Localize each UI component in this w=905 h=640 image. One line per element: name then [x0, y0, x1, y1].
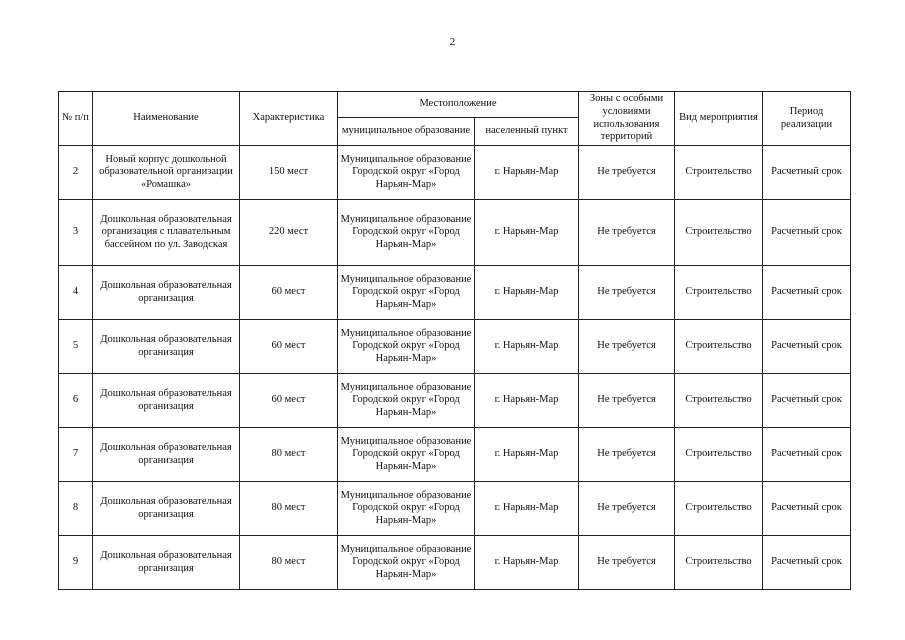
cell-characteristic: 80 мест: [240, 536, 338, 590]
cell-name: Дошкольная образовательная организация: [93, 482, 240, 536]
cell-characteristic: 220 мест: [240, 200, 338, 266]
table-row: [59, 536, 851, 590]
cell-num: 4: [59, 266, 93, 320]
table-body: [59, 146, 851, 590]
table-row: [59, 320, 851, 374]
cell-municipality: Муниципальное образование Городской округ «Город Нарьян-Мар»: [338, 200, 475, 266]
cell-period: Расчетный срок: [763, 200, 851, 266]
cell-zones: Не требуется: [579, 482, 675, 536]
cell-num: 9: [59, 536, 93, 590]
header-location: Местоположение: [338, 92, 579, 118]
cell-municipality: Муниципальное образование Городской округ «Город Нарьян-Мар»: [338, 536, 475, 590]
cell-name: Дошкольная образовательная организация с плавательным бассейном по ул. Заводская: [93, 200, 240, 266]
cell-settlement: г. Нарьян-Мар: [475, 146, 579, 200]
cell-characteristic: 60 мест: [240, 320, 338, 374]
cell-municipality: Муниципальное образование Городской округ «Город Нарьян-Мар»: [338, 428, 475, 482]
cell-name: Дошкольная образовательная организация: [93, 266, 240, 320]
cell-zones: Не требуется: [579, 200, 675, 266]
cell-municipality: Муниципальное образование Городской округ «Город Нарьян-Мар»: [338, 146, 475, 200]
cell-num: 7: [59, 428, 93, 482]
cell-settlement: г. Нарьян-Мар: [475, 200, 579, 266]
cell-zones: Не требуется: [579, 320, 675, 374]
cell-name: Новый корпус дошкольной образовательной организации «Ромашка»: [93, 146, 240, 200]
cell-num: 3: [59, 200, 93, 266]
cell-settlement: г. Нарьян-Мар: [475, 536, 579, 590]
header-municipality: муниципальное образование: [338, 118, 475, 146]
cell-settlement: г. Нарьян-Мар: [475, 374, 579, 428]
cell-period: Расчетный срок: [763, 374, 851, 428]
cell-event-type: Строительство: [675, 146, 763, 200]
cell-zones: Не требуется: [579, 146, 675, 200]
header-settlement: населенный пункт: [475, 118, 579, 146]
cell-event-type: Строительство: [675, 482, 763, 536]
header-num: № п/п: [59, 92, 93, 146]
cell-event-type: Строительство: [675, 536, 763, 590]
cell-zones: Не требуется: [579, 266, 675, 320]
cell-characteristic: 150 мест: [240, 146, 338, 200]
cell-name: Дошкольная образовательная организация: [93, 536, 240, 590]
table-row: [59, 482, 851, 536]
planning-table: [58, 91, 851, 590]
cell-municipality: Муниципальное образование Городской округ «Город Нарьян-Мар»: [338, 266, 475, 320]
cell-characteristic: 80 мест: [240, 428, 338, 482]
cell-period: Расчетный срок: [763, 320, 851, 374]
table-row: [59, 200, 851, 266]
cell-event-type: Строительство: [675, 428, 763, 482]
page-number: 2: [449, 36, 456, 48]
cell-period: Расчетный срок: [763, 482, 851, 536]
cell-num: 5: [59, 320, 93, 374]
cell-zones: Не требуется: [579, 428, 675, 482]
header-period: Период реализации: [763, 92, 851, 146]
cell-period: Расчетный срок: [763, 146, 851, 200]
cell-event-type: Строительство: [675, 200, 763, 266]
cell-period: Расчетный срок: [763, 536, 851, 590]
cell-characteristic: 80 мест: [240, 482, 338, 536]
table-row: [59, 266, 851, 320]
cell-name: Дошкольная образовательная организация: [93, 320, 240, 374]
table-row: [59, 146, 851, 200]
cell-num: 6: [59, 374, 93, 428]
header-zones: Зоны с особыми условиями использования территорий: [579, 92, 675, 146]
cell-period: Расчетный срок: [763, 266, 851, 320]
table-header: [59, 92, 851, 146]
cell-characteristic: 60 мест: [240, 374, 338, 428]
cell-settlement: г. Нарьян-Мар: [475, 266, 579, 320]
cell-settlement: г. Нарьян-Мар: [475, 482, 579, 536]
cell-municipality: Муниципальное образование Городской округ «Город Нарьян-Мар»: [338, 374, 475, 428]
cell-event-type: Строительство: [675, 374, 763, 428]
cell-name: Дошкольная образовательная организация: [93, 428, 240, 482]
table-row: [59, 428, 851, 482]
cell-event-type: Строительство: [675, 266, 763, 320]
header-event-type: Вид мероприятия: [675, 92, 763, 146]
cell-zones: Не требуется: [579, 536, 675, 590]
cell-municipality: Муниципальное образование Городской округ «Город Нарьян-Мар»: [338, 320, 475, 374]
cell-zones: Не требуется: [579, 374, 675, 428]
cell-settlement: г. Нарьян-Мар: [475, 428, 579, 482]
cell-period: Расчетный срок: [763, 428, 851, 482]
cell-event-type: Строительство: [675, 320, 763, 374]
cell-characteristic: 60 мест: [240, 266, 338, 320]
table-row: [59, 374, 851, 428]
cell-municipality: Муниципальное образование Городской округ «Город Нарьян-Мар»: [338, 482, 475, 536]
cell-settlement: г. Нарьян-Мар: [475, 320, 579, 374]
header-name: Наименование: [93, 92, 240, 146]
cell-name: Дошкольная образовательная организация: [93, 374, 240, 428]
cell-num: 8: [59, 482, 93, 536]
cell-num: 2: [59, 146, 93, 200]
header-characteristic: Характеристика: [240, 92, 338, 146]
